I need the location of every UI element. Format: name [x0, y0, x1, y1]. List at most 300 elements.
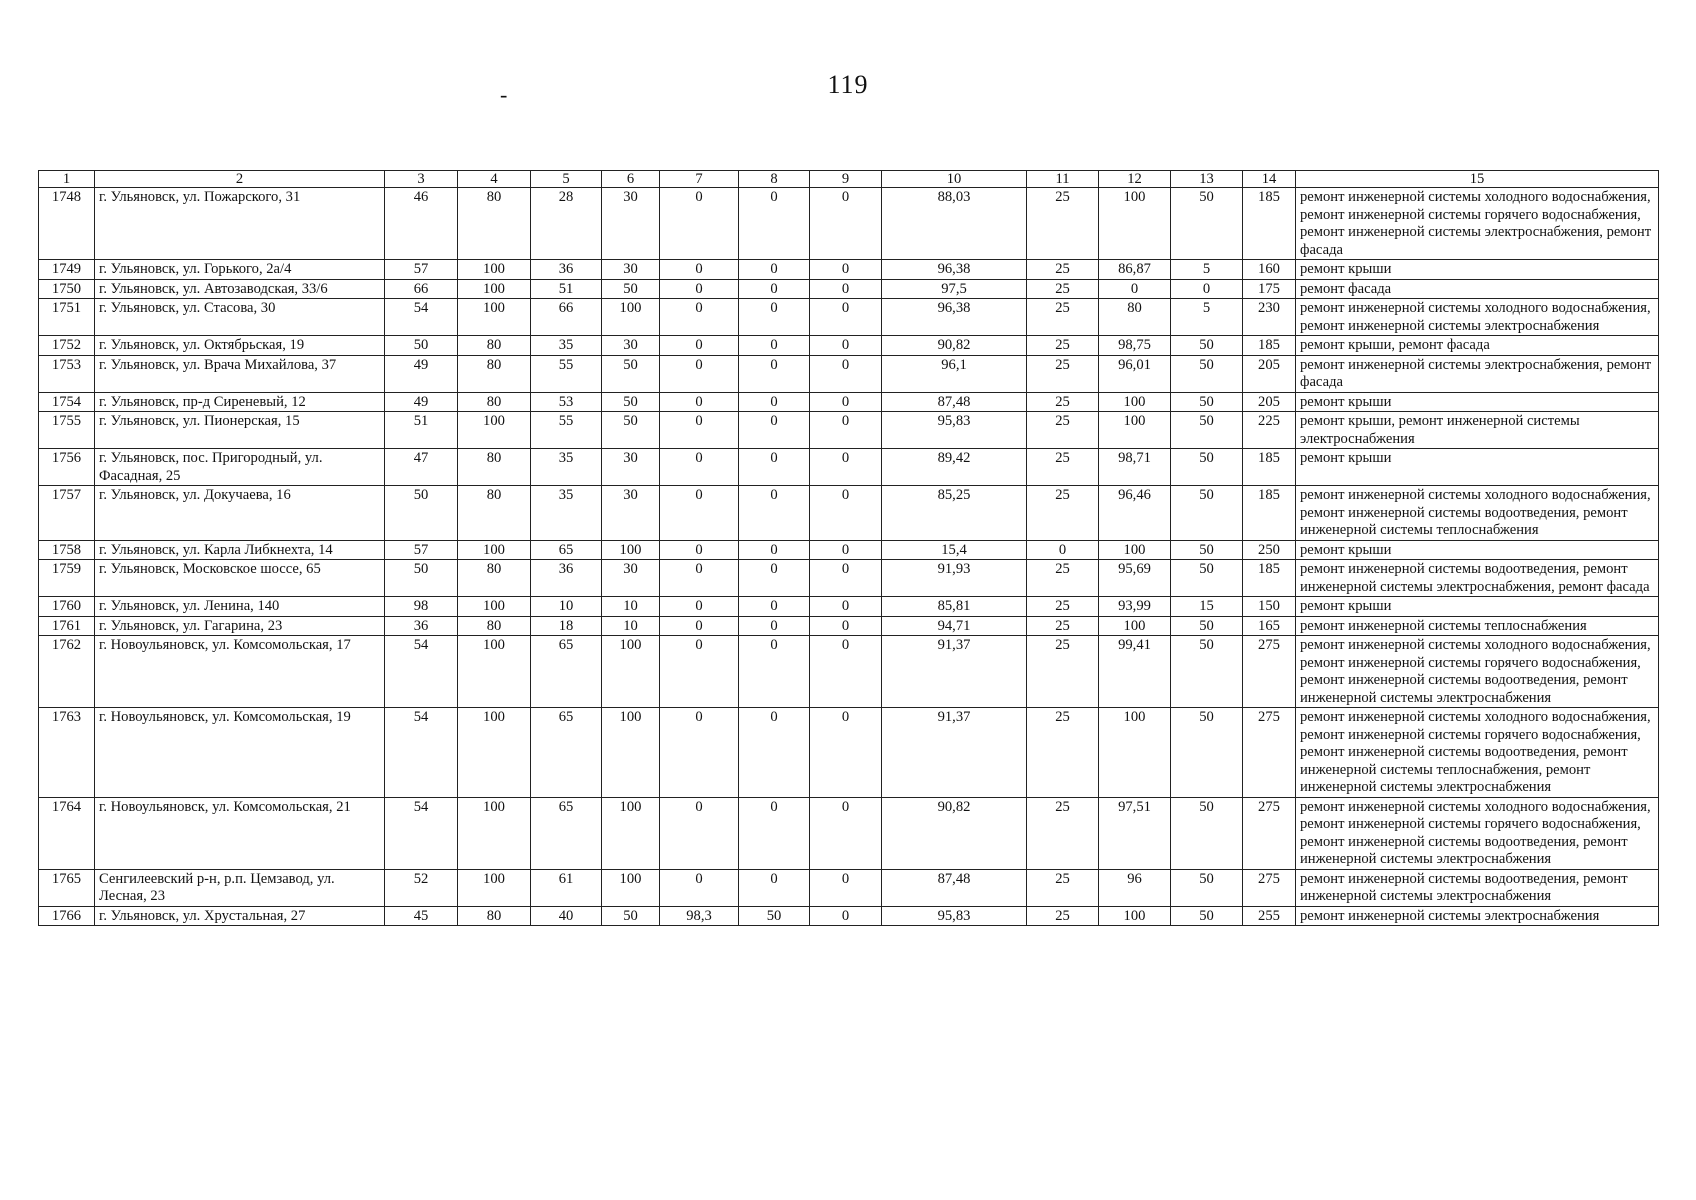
value-cell-col-9: 0	[810, 636, 882, 708]
value-cell-col-6: 30	[602, 188, 660, 260]
value-cell-col-3: 54	[385, 636, 458, 708]
value-cell-col-7: 0	[660, 260, 739, 280]
value-cell-col-14: 275	[1243, 708, 1296, 798]
value-cell-col-12: 100	[1099, 392, 1171, 412]
value-cell-col-11: 25	[1027, 616, 1099, 636]
value-cell-col-10: 96,38	[882, 299, 1027, 336]
value-cell-col-10: 91,93	[882, 560, 1027, 597]
value-cell-col-5: 65	[531, 636, 602, 708]
value-cell-col-8: 0	[739, 540, 810, 560]
value-cell-col-6: 10	[602, 597, 660, 617]
value-cell-col-4: 80	[458, 355, 531, 392]
value-cell-col-12: 100	[1099, 906, 1171, 926]
value-cell-col-7: 0	[660, 188, 739, 260]
value-cell-col-12: 97,51	[1099, 797, 1171, 869]
value-cell-col-6: 100	[602, 797, 660, 869]
row-number-cell: 1766	[39, 906, 95, 926]
value-cell-col-12: 96	[1099, 869, 1171, 906]
value-cell-col-5: 65	[531, 797, 602, 869]
value-cell-col-14: 250	[1243, 540, 1296, 560]
header-row	[39, 171, 1659, 188]
value-cell-col-9: 0	[810, 869, 882, 906]
value-cell-col-3: 50	[385, 336, 458, 356]
table-row	[39, 636, 1659, 708]
value-cell-col-5: 51	[531, 279, 602, 299]
value-cell-col-14: 205	[1243, 355, 1296, 392]
row-number-cell: 1751	[39, 299, 95, 336]
column-header-2: 2	[95, 171, 385, 188]
value-cell-col-3: 98	[385, 597, 458, 617]
value-cell-col-10: 96,38	[882, 260, 1027, 280]
value-cell-col-8: 0	[739, 279, 810, 299]
table-row	[39, 708, 1659, 798]
row-number-cell: 1761	[39, 616, 95, 636]
value-cell-col-12: 100	[1099, 708, 1171, 798]
table-header	[39, 171, 1659, 188]
value-cell-col-5: 35	[531, 336, 602, 356]
value-cell-col-10: 95,83	[882, 906, 1027, 926]
value-cell-col-4: 80	[458, 188, 531, 260]
value-cell-col-8: 0	[739, 560, 810, 597]
value-cell-col-12: 96,46	[1099, 486, 1171, 541]
work-type-cell: ремонт инженерной системы холодного водоснабжения, ремонт инженерной системы электроснабжения	[1296, 299, 1659, 336]
value-cell-col-13: 50	[1171, 412, 1243, 449]
address-cell: г. Ульяновск, ул. Хрустальная, 27	[95, 906, 385, 926]
value-cell-col-13: 50	[1171, 392, 1243, 412]
value-cell-col-6: 30	[602, 560, 660, 597]
value-cell-col-5: 35	[531, 449, 602, 486]
table-row	[39, 597, 1659, 617]
work-type-cell: ремонт инженерной системы водоотведения, ремонт инженерной системы электроснабжения, ремонт фасада	[1296, 560, 1659, 597]
row-number-cell: 1753	[39, 355, 95, 392]
value-cell-col-13: 5	[1171, 299, 1243, 336]
column-header-10: 10	[882, 171, 1027, 188]
row-number-cell: 1757	[39, 486, 95, 541]
value-cell-col-7: 0	[660, 560, 739, 597]
table-row	[39, 560, 1659, 597]
value-cell-col-4: 100	[458, 540, 531, 560]
column-header-11: 11	[1027, 171, 1099, 188]
row-number-cell: 1759	[39, 560, 95, 597]
row-number-cell: 1765	[39, 869, 95, 906]
value-cell-col-11: 25	[1027, 299, 1099, 336]
value-cell-col-9: 0	[810, 597, 882, 617]
value-cell-col-7: 0	[660, 355, 739, 392]
value-cell-col-6: 50	[602, 279, 660, 299]
value-cell-col-5: 65	[531, 708, 602, 798]
address-cell: г. Ульяновск, ул. Стасова, 30	[95, 299, 385, 336]
value-cell-col-3: 57	[385, 260, 458, 280]
value-cell-col-10: 85,25	[882, 486, 1027, 541]
value-cell-col-6: 100	[602, 708, 660, 798]
work-type-cell: ремонт крыши	[1296, 597, 1659, 617]
value-cell-col-3: 66	[385, 279, 458, 299]
value-cell-col-7: 0	[660, 708, 739, 798]
value-cell-col-13: 50	[1171, 336, 1243, 356]
value-cell-col-12: 80	[1099, 299, 1171, 336]
value-cell-col-11: 25	[1027, 486, 1099, 541]
value-cell-col-13: 50	[1171, 869, 1243, 906]
value-cell-col-13: 50	[1171, 486, 1243, 541]
value-cell-col-7: 0	[660, 486, 739, 541]
value-cell-col-4: 100	[458, 636, 531, 708]
value-cell-col-12: 0	[1099, 279, 1171, 299]
value-cell-col-14: 165	[1243, 616, 1296, 636]
value-cell-col-3: 45	[385, 906, 458, 926]
column-header-12: 12	[1099, 171, 1171, 188]
value-cell-col-11: 25	[1027, 260, 1099, 280]
address-cell: г. Ульяновск, ул. Докучаева, 16	[95, 486, 385, 541]
value-cell-col-5: 36	[531, 260, 602, 280]
value-cell-col-3: 46	[385, 188, 458, 260]
column-header-1: 1	[39, 171, 95, 188]
value-cell-col-12: 86,87	[1099, 260, 1171, 280]
work-type-cell: ремонт инженерной системы электроснабжения	[1296, 906, 1659, 926]
value-cell-col-14: 160	[1243, 260, 1296, 280]
value-cell-col-9: 0	[810, 188, 882, 260]
value-cell-col-7: 0	[660, 797, 739, 869]
value-cell-col-6: 30	[602, 449, 660, 486]
value-cell-col-3: 49	[385, 355, 458, 392]
row-number-cell: 1749	[39, 260, 95, 280]
value-cell-col-10: 97,5	[882, 279, 1027, 299]
value-cell-col-4: 80	[458, 560, 531, 597]
value-cell-col-4: 100	[458, 708, 531, 798]
value-cell-col-9: 0	[810, 260, 882, 280]
value-cell-col-5: 66	[531, 299, 602, 336]
address-cell: г. Ульяновск, пос. Пригородный, ул. Фасадная, 25	[95, 449, 385, 486]
value-cell-col-11: 0	[1027, 540, 1099, 560]
value-cell-col-5: 40	[531, 906, 602, 926]
value-cell-col-5: 53	[531, 392, 602, 412]
column-header-3: 3	[385, 171, 458, 188]
address-cell: г. Ульяновск, пр-д Сиреневый, 12	[95, 392, 385, 412]
value-cell-col-9: 0	[810, 336, 882, 356]
table-row	[39, 540, 1659, 560]
value-cell-col-9: 0	[810, 412, 882, 449]
value-cell-col-11: 25	[1027, 560, 1099, 597]
value-cell-col-3: 54	[385, 299, 458, 336]
value-cell-col-14: 205	[1243, 392, 1296, 412]
row-number-cell: 1764	[39, 797, 95, 869]
value-cell-col-12: 100	[1099, 188, 1171, 260]
row-number-cell: 1760	[39, 597, 95, 617]
value-cell-col-11: 25	[1027, 597, 1099, 617]
value-cell-col-9: 0	[810, 906, 882, 926]
address-cell: г. Ульяновск, ул. Октябрьская, 19	[95, 336, 385, 356]
value-cell-col-4: 100	[458, 869, 531, 906]
table-row	[39, 797, 1659, 869]
value-cell-col-8: 0	[739, 392, 810, 412]
value-cell-col-7: 0	[660, 392, 739, 412]
value-cell-col-4: 100	[458, 597, 531, 617]
address-cell: г. Ульяновск, ул. Ленина, 140	[95, 597, 385, 617]
row-number-cell: 1750	[39, 279, 95, 299]
value-cell-col-9: 0	[810, 560, 882, 597]
value-cell-col-5: 55	[531, 355, 602, 392]
value-cell-col-8: 0	[739, 355, 810, 392]
value-cell-col-11: 25	[1027, 336, 1099, 356]
column-header-14: 14	[1243, 171, 1296, 188]
value-cell-col-8: 0	[739, 336, 810, 356]
value-cell-col-3: 36	[385, 616, 458, 636]
value-cell-col-11: 25	[1027, 797, 1099, 869]
value-cell-col-6: 50	[602, 412, 660, 449]
value-cell-col-12: 98,75	[1099, 336, 1171, 356]
value-cell-col-9: 0	[810, 279, 882, 299]
address-cell: г. Новоульяновск, ул. Комсомольская, 19	[95, 708, 385, 798]
value-cell-col-6: 100	[602, 299, 660, 336]
value-cell-col-8: 0	[739, 708, 810, 798]
work-type-cell: ремонт инженерной системы холодного водоснабжения, ремонт инженерной системы горячего водоснабжения, ремонт инженерной системы водоотведения, ремонт инженерной системы теплоснабжения, ремонт инженерной системы электроснабжения	[1296, 708, 1659, 798]
column-header-9: 9	[810, 171, 882, 188]
value-cell-col-3: 54	[385, 797, 458, 869]
value-cell-col-11: 25	[1027, 449, 1099, 486]
value-cell-col-9: 0	[810, 540, 882, 560]
value-cell-col-4: 80	[458, 486, 531, 541]
column-header-4: 4	[458, 171, 531, 188]
value-cell-col-5: 35	[531, 486, 602, 541]
column-header-13: 13	[1171, 171, 1243, 188]
value-cell-col-6: 100	[602, 869, 660, 906]
value-cell-col-13: 50	[1171, 708, 1243, 798]
table-row	[39, 299, 1659, 336]
work-type-cell: ремонт инженерной системы водоотведения, ремонт инженерной системы электроснабжения	[1296, 869, 1659, 906]
value-cell-col-7: 0	[660, 449, 739, 486]
work-type-cell: ремонт инженерной системы холодного водоснабжения, ремонт инженерной системы водоотведения, ремонт инженерной системы теплоснабжения	[1296, 486, 1659, 541]
value-cell-col-14: 275	[1243, 869, 1296, 906]
work-type-cell: ремонт крыши	[1296, 260, 1659, 280]
row-number-cell: 1758	[39, 540, 95, 560]
value-cell-col-14: 150	[1243, 597, 1296, 617]
address-cell: г. Ульяновск, ул. Горького, 2а/4	[95, 260, 385, 280]
value-cell-col-14: 175	[1243, 279, 1296, 299]
value-cell-col-10: 96,1	[882, 355, 1027, 392]
value-cell-col-10: 91,37	[882, 708, 1027, 798]
value-cell-col-9: 0	[810, 616, 882, 636]
value-cell-col-14: 230	[1243, 299, 1296, 336]
address-cell: г. Новоульяновск, ул. Комсомольская, 21	[95, 797, 385, 869]
table-row	[39, 869, 1659, 906]
address-cell: г. Ульяновск, ул. Врача Михайлова, 37	[95, 355, 385, 392]
value-cell-col-6: 50	[602, 906, 660, 926]
value-cell-col-14: 185	[1243, 486, 1296, 541]
table-row	[39, 486, 1659, 541]
value-cell-col-3: 50	[385, 560, 458, 597]
table-row	[39, 355, 1659, 392]
value-cell-col-13: 50	[1171, 560, 1243, 597]
value-cell-col-13: 50	[1171, 355, 1243, 392]
value-cell-col-8: 0	[739, 616, 810, 636]
value-cell-col-11: 25	[1027, 708, 1099, 798]
row-number-cell: 1763	[39, 708, 95, 798]
repair-table	[38, 170, 1659, 926]
address-cell: г. Ульяновск, ул. Пожарского, 31	[95, 188, 385, 260]
table-row	[39, 260, 1659, 280]
work-type-cell: ремонт крыши	[1296, 449, 1659, 486]
row-number-cell: 1754	[39, 392, 95, 412]
value-cell-col-4: 80	[458, 336, 531, 356]
value-cell-col-5: 61	[531, 869, 602, 906]
value-cell-col-5: 10	[531, 597, 602, 617]
value-cell-col-8: 0	[739, 260, 810, 280]
value-cell-col-9: 0	[810, 486, 882, 541]
value-cell-col-14: 185	[1243, 188, 1296, 260]
value-cell-col-7: 0	[660, 279, 739, 299]
value-cell-col-9: 0	[810, 299, 882, 336]
value-cell-col-9: 0	[810, 355, 882, 392]
work-type-cell: ремонт инженерной системы электроснабжения, ремонт фасада	[1296, 355, 1659, 392]
value-cell-col-9: 0	[810, 797, 882, 869]
value-cell-col-8: 0	[739, 188, 810, 260]
table-row	[39, 412, 1659, 449]
value-cell-col-13: 50	[1171, 540, 1243, 560]
column-header-5: 5	[531, 171, 602, 188]
value-cell-col-10: 87,48	[882, 392, 1027, 412]
value-cell-col-4: 80	[458, 906, 531, 926]
value-cell-col-13: 50	[1171, 449, 1243, 486]
address-cell: Сенгилеевский р-н, р.п. Цемзавод, ул. Лесная, 23	[95, 869, 385, 906]
dash-mark: -	[500, 82, 508, 107]
value-cell-col-6: 50	[602, 392, 660, 412]
value-cell-col-6: 10	[602, 616, 660, 636]
work-type-cell: ремонт крыши	[1296, 540, 1659, 560]
value-cell-col-10: 85,81	[882, 597, 1027, 617]
address-cell: г. Ульяновск, ул. Пионерская, 15	[95, 412, 385, 449]
value-cell-col-13: 0	[1171, 279, 1243, 299]
value-cell-col-12: 96,01	[1099, 355, 1171, 392]
table-body	[39, 188, 1659, 926]
value-cell-col-6: 100	[602, 636, 660, 708]
work-type-cell: ремонт крыши, ремонт фасада	[1296, 336, 1659, 356]
address-cell: г. Новоульяновск, ул. Комсомольская, 17	[95, 636, 385, 708]
work-type-cell: ремонт фасада	[1296, 279, 1659, 299]
value-cell-col-13: 50	[1171, 188, 1243, 260]
value-cell-col-14: 185	[1243, 560, 1296, 597]
value-cell-col-3: 49	[385, 392, 458, 412]
value-cell-col-11: 25	[1027, 355, 1099, 392]
value-cell-col-3: 54	[385, 708, 458, 798]
value-cell-col-7: 0	[660, 636, 739, 708]
value-cell-col-11: 25	[1027, 412, 1099, 449]
address-cell: г. Ульяновск, ул. Гагарина, 23	[95, 616, 385, 636]
value-cell-col-13: 50	[1171, 906, 1243, 926]
row-number-cell: 1756	[39, 449, 95, 486]
value-cell-col-14: 275	[1243, 797, 1296, 869]
work-type-cell: ремонт инженерной системы холодного водоснабжения, ремонт инженерной системы горячего водоснабжения, ремонт инженерной системы электроснабжения, ремонт фасада	[1296, 188, 1659, 260]
value-cell-col-6: 30	[602, 486, 660, 541]
value-cell-col-13: 50	[1171, 616, 1243, 636]
table-row	[39, 616, 1659, 636]
value-cell-col-4: 100	[458, 412, 531, 449]
address-cell: г. Ульяновск, ул. Карла Либкнехта, 14	[95, 540, 385, 560]
address-cell: г. Ульяновск, ул. Автозаводская, 33/6	[95, 279, 385, 299]
value-cell-col-10: 15,4	[882, 540, 1027, 560]
row-number-cell: 1748	[39, 188, 95, 260]
value-cell-col-10: 94,71	[882, 616, 1027, 636]
value-cell-col-9: 0	[810, 449, 882, 486]
value-cell-col-13: 50	[1171, 797, 1243, 869]
value-cell-col-7: 0	[660, 869, 739, 906]
value-cell-col-10: 95,83	[882, 412, 1027, 449]
value-cell-col-11: 25	[1027, 869, 1099, 906]
value-cell-col-6: 50	[602, 355, 660, 392]
value-cell-col-13: 5	[1171, 260, 1243, 280]
value-cell-col-7: 0	[660, 412, 739, 449]
value-cell-col-8: 0	[739, 797, 810, 869]
work-type-cell: ремонт инженерной системы холодного водоснабжения, ремонт инженерной системы горячего водоснабжения, ремонт инженерной системы водоотведения, ремонт инженерной системы электроснабжения	[1296, 636, 1659, 708]
table-row	[39, 336, 1659, 356]
value-cell-col-3: 51	[385, 412, 458, 449]
value-cell-col-8: 0	[739, 636, 810, 708]
value-cell-col-11: 25	[1027, 906, 1099, 926]
row-number-cell: 1755	[39, 412, 95, 449]
work-type-cell: ремонт крыши	[1296, 392, 1659, 412]
value-cell-col-3: 47	[385, 449, 458, 486]
value-cell-col-14: 275	[1243, 636, 1296, 708]
value-cell-col-7: 0	[660, 299, 739, 336]
value-cell-col-7: 98,3	[660, 906, 739, 926]
value-cell-col-8: 50	[739, 906, 810, 926]
value-cell-col-4: 80	[458, 449, 531, 486]
value-cell-col-12: 93,99	[1099, 597, 1171, 617]
value-cell-col-12: 100	[1099, 412, 1171, 449]
column-header-7: 7	[660, 171, 739, 188]
work-type-cell: ремонт крыши, ремонт инженерной системы электроснабжения	[1296, 412, 1659, 449]
value-cell-col-11: 25	[1027, 636, 1099, 708]
value-cell-col-12: 98,71	[1099, 449, 1171, 486]
value-cell-col-7: 0	[660, 616, 739, 636]
value-cell-col-9: 0	[810, 392, 882, 412]
value-cell-col-4: 80	[458, 392, 531, 412]
value-cell-col-4: 100	[458, 279, 531, 299]
value-cell-col-8: 0	[739, 597, 810, 617]
column-header-6: 6	[602, 171, 660, 188]
value-cell-col-10: 90,82	[882, 797, 1027, 869]
table-row	[39, 188, 1659, 260]
row-number-cell: 1752	[39, 336, 95, 356]
value-cell-col-5: 18	[531, 616, 602, 636]
value-cell-col-3: 50	[385, 486, 458, 541]
column-header-8: 8	[739, 171, 810, 188]
value-cell-col-9: 0	[810, 708, 882, 798]
value-cell-col-8: 0	[739, 869, 810, 906]
table-row	[39, 279, 1659, 299]
value-cell-col-7: 0	[660, 597, 739, 617]
value-cell-col-6: 30	[602, 336, 660, 356]
page-number: 119	[827, 70, 869, 99]
value-cell-col-5: 28	[531, 188, 602, 260]
value-cell-col-11: 25	[1027, 188, 1099, 260]
value-cell-col-6: 100	[602, 540, 660, 560]
value-cell-col-8: 0	[739, 412, 810, 449]
value-cell-col-7: 0	[660, 336, 739, 356]
value-cell-col-14: 185	[1243, 449, 1296, 486]
column-header-15: 15	[1296, 171, 1659, 188]
value-cell-col-8: 0	[739, 299, 810, 336]
value-cell-col-11: 25	[1027, 279, 1099, 299]
address-cell: г. Ульяновск, Московское шоссе, 65	[95, 560, 385, 597]
value-cell-col-14: 255	[1243, 906, 1296, 926]
value-cell-col-12: 100	[1099, 540, 1171, 560]
value-cell-col-4: 100	[458, 299, 531, 336]
value-cell-col-13: 50	[1171, 636, 1243, 708]
value-cell-col-12: 99,41	[1099, 636, 1171, 708]
value-cell-col-10: 88,03	[882, 188, 1027, 260]
value-cell-col-12: 100	[1099, 616, 1171, 636]
value-cell-col-7: 0	[660, 540, 739, 560]
value-cell-col-12: 95,69	[1099, 560, 1171, 597]
